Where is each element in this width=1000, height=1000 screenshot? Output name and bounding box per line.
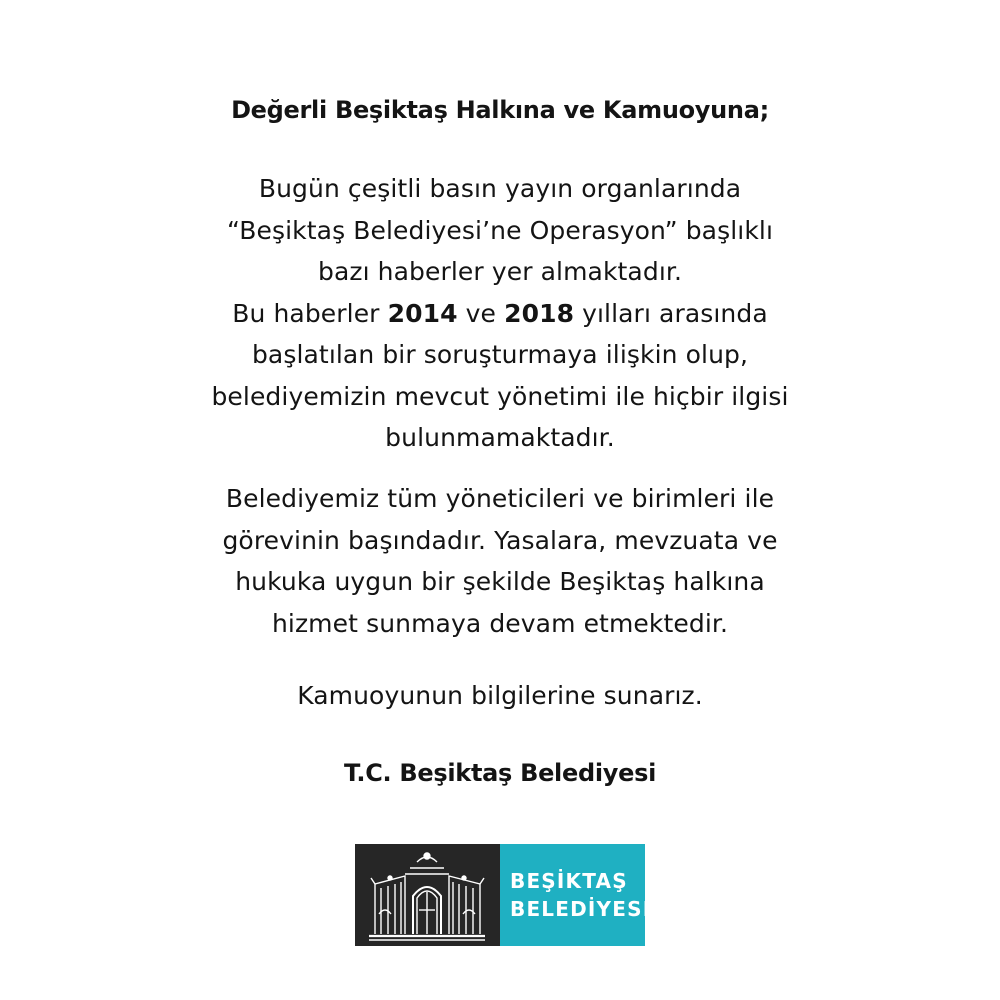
statement-paragraph-1 xyxy=(0,168,1000,459)
statement-signature: T.C. Beşiktaş Belediyesi xyxy=(344,759,656,787)
paragraph-line: Belediyemiz tüm yöneticileri ve birimleri ile xyxy=(225,484,775,513)
statement-paragraph-2 xyxy=(0,478,1000,644)
paragraph-line: görevinin başındadır. Yasalara, mevzuata ve xyxy=(222,525,778,555)
logo-line-1: BEŞİKTAŞ xyxy=(510,869,628,893)
year-start: 2014 xyxy=(387,298,458,328)
paragraph-line: “Beşiktaş Belediyesi’ne Operasyon” başlıklı xyxy=(227,215,773,245)
palace-gate-emblem-icon xyxy=(355,844,500,946)
paragraph-line: hukuka uygun bir şekilde Beşiktaş halkına xyxy=(235,567,765,596)
paragraph-text: yılları arasında xyxy=(574,298,768,328)
paragraph-text: ve xyxy=(457,298,505,328)
logo-wordmark xyxy=(500,844,652,946)
paragraph-line: bazı haberler yer almaktadır. xyxy=(317,257,683,286)
closing-line: Kamuoyunun bilgilerine sunarız. xyxy=(297,681,703,710)
statement-heading: Değerli Beşiktaş Halkına ve Kamuoyuna; xyxy=(231,96,769,124)
paragraph-line: bulunmamaktadır. xyxy=(385,423,615,452)
statement-closing xyxy=(0,675,1000,717)
paragraph-line-with-years xyxy=(0,293,1000,335)
paragraph-line: başlatılan bir soruşturmaya ilişkin olup, xyxy=(251,340,749,369)
municipality-logo xyxy=(355,844,652,946)
logo-line-2: BELEDİYESİ xyxy=(510,897,652,921)
paragraph-text: Bu haberler xyxy=(232,298,388,328)
year-end: 2018 xyxy=(504,298,575,328)
paragraph-line: belediyemizin mevcut yönetimi ile hiçbir ilgisi xyxy=(211,381,789,411)
paragraph-line: hizmet sunmaya devam etmektedir. xyxy=(271,608,729,638)
paragraph-line: Bugün çeşitli basın yayın organlarında xyxy=(258,174,742,203)
